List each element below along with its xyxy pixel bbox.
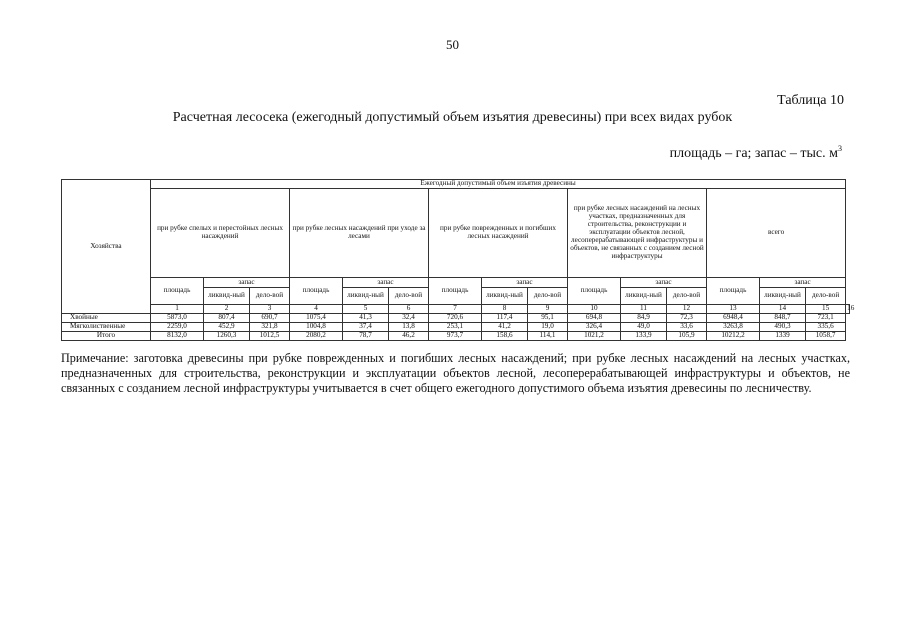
header-area: площадь [707, 278, 760, 305]
header-business: дело-вой [806, 288, 846, 305]
cell: 37,4 [343, 323, 389, 332]
cell: 49,0 [621, 323, 667, 332]
header-liquid: ликвид-ный [760, 288, 806, 305]
cell: 1260,3 [204, 332, 250, 341]
cell: 1058,7 [806, 332, 846, 341]
header-liquid: ликвид-ный [482, 288, 528, 305]
col-number: 6 [389, 305, 429, 314]
col-number: 15 [806, 305, 846, 314]
header-liquid: ликвид-ный [204, 288, 250, 305]
cell: 105,9 [667, 332, 707, 341]
cell: 807,4 [204, 314, 250, 323]
header-stock: запас [760, 278, 846, 288]
header-stock: запас [343, 278, 429, 288]
cell: 32,4 [389, 314, 429, 323]
col-number: 7 [429, 305, 482, 314]
cell: 1021,2 [568, 332, 621, 341]
cell: 720,6 [429, 314, 482, 323]
col-number: 13 [707, 305, 760, 314]
cell: 84,9 [621, 314, 667, 323]
col-number: 2 [204, 305, 250, 314]
cell: 1012,5 [250, 332, 290, 341]
header-liquid: ликвид-ный [621, 288, 667, 305]
table-note: Примечание: заготовка древесины при рубке поврежденных и погибших лесных насаждений; при рубке лесных насаждений на лесных участках, предназначенных для строительства, реконструкции и эксплуатации объектов лесной, лесоперерабатывающей инфраструктуры и объектов, не связанных с созданием лесной инфраструктуры учитывается в счет общего ежегодного допустимого объема изъятия древесины по лесничеству. [61, 351, 850, 395]
col-number: 1 [151, 305, 204, 314]
cell: 848,7 [760, 314, 806, 323]
col-number: 9 [528, 305, 568, 314]
col-number: 8 [482, 305, 528, 314]
cell: 1004,8 [290, 323, 343, 332]
cell: 690,7 [250, 314, 290, 323]
header-area: площадь [290, 278, 343, 305]
header-stock: запас [482, 278, 568, 288]
cell: 133,9 [621, 332, 667, 341]
cell: 46,2 [389, 332, 429, 341]
col-number: 16 [847, 304, 855, 313]
cell: 490,3 [760, 323, 806, 332]
header-liquid: ликвид-ный [343, 288, 389, 305]
cell: 41,2 [482, 323, 528, 332]
header-business: дело-вой [250, 288, 290, 305]
page-number: 50 [446, 37, 459, 52]
header-cut-construction: при рубке лесных насаждений на лесных участках, предназначенных для строительства, реконструкции и эксплуатации объектов лесной, лесоперерабатывающей инфраструктуры и объектов, не связанных с созданием лесной инфраструктуры [568, 189, 707, 278]
row-name: Мягколиственные [62, 323, 151, 332]
cell: 72,3 [667, 314, 707, 323]
col-number: 5 [343, 305, 389, 314]
cell: 253,1 [429, 323, 482, 332]
allowable-cut-table [61, 179, 855, 341]
cell: 41,3 [343, 314, 389, 323]
header-group: Ежегодный допустимый объем изъятия древесины [151, 180, 846, 189]
cell: 2080,2 [290, 332, 343, 341]
cell: 1075,4 [290, 314, 343, 323]
cell: 452,9 [204, 323, 250, 332]
header-stock: запас [621, 278, 707, 288]
col-number: 3 [250, 305, 290, 314]
header-farm: Хозяйства [62, 180, 151, 314]
header-business: дело-вой [528, 288, 568, 305]
header-cut-total: всего [707, 189, 846, 278]
header-cut-mature: при рубке спелых и перестойных лесных насаждений [151, 189, 290, 278]
units-text: площадь – га; запас – тыс. м [669, 146, 838, 161]
cell: 723,1 [806, 314, 846, 323]
cell: 13,8 [389, 323, 429, 332]
col-number: 10 [568, 305, 621, 314]
table-row [62, 332, 850, 341]
cell: 3263,8 [707, 323, 760, 332]
cell: 335,6 [806, 323, 846, 332]
col-number: 11 [621, 305, 667, 314]
header-area: площадь [429, 278, 482, 305]
cell: 33,6 [667, 323, 707, 332]
cell: 2259,0 [151, 323, 204, 332]
cell: 694,8 [568, 314, 621, 323]
cell: 5873,0 [151, 314, 204, 323]
cell: 158,6 [482, 332, 528, 341]
cell: 1339 [760, 332, 806, 341]
row-name: Хвойные [62, 314, 151, 323]
cell: 95,1 [528, 314, 568, 323]
header-business: дело-вой [667, 288, 707, 305]
header-cut-damaged: при рубке поврежденных и погибших лесных насаждений [429, 189, 568, 278]
cell: 321,8 [250, 323, 290, 332]
cell: 6948,4 [707, 314, 760, 323]
cell: 19,0 [528, 323, 568, 332]
document-title: Расчетная лесосека (ежегодный допустимый объем изъятия древесины) при всех видах рубок [172, 110, 733, 125]
cell: 78,7 [343, 332, 389, 341]
header-area: площадь [151, 278, 204, 305]
row-name: Итого [62, 332, 151, 341]
cell: 117,4 [482, 314, 528, 323]
header-business: дело-вой [389, 288, 429, 305]
cell: 114,1 [528, 332, 568, 341]
col-number: 12 [667, 305, 707, 314]
units-superscript: 3 [838, 144, 842, 153]
col-number: 14 [760, 305, 806, 314]
header-stock: запас [204, 278, 290, 288]
table-label: Таблица 10 [777, 93, 844, 108]
header-cut-care: при рубке лесных насаждений при уходе за лесами [290, 189, 429, 278]
cell: 10212,2 [707, 332, 760, 341]
header-area: площадь [568, 278, 621, 305]
cell: 8132,0 [151, 332, 204, 341]
cell: 973,7 [429, 332, 482, 341]
units-line [670, 146, 842, 162]
cell: 326,4 [568, 323, 621, 332]
col-number: 4 [290, 305, 343, 314]
